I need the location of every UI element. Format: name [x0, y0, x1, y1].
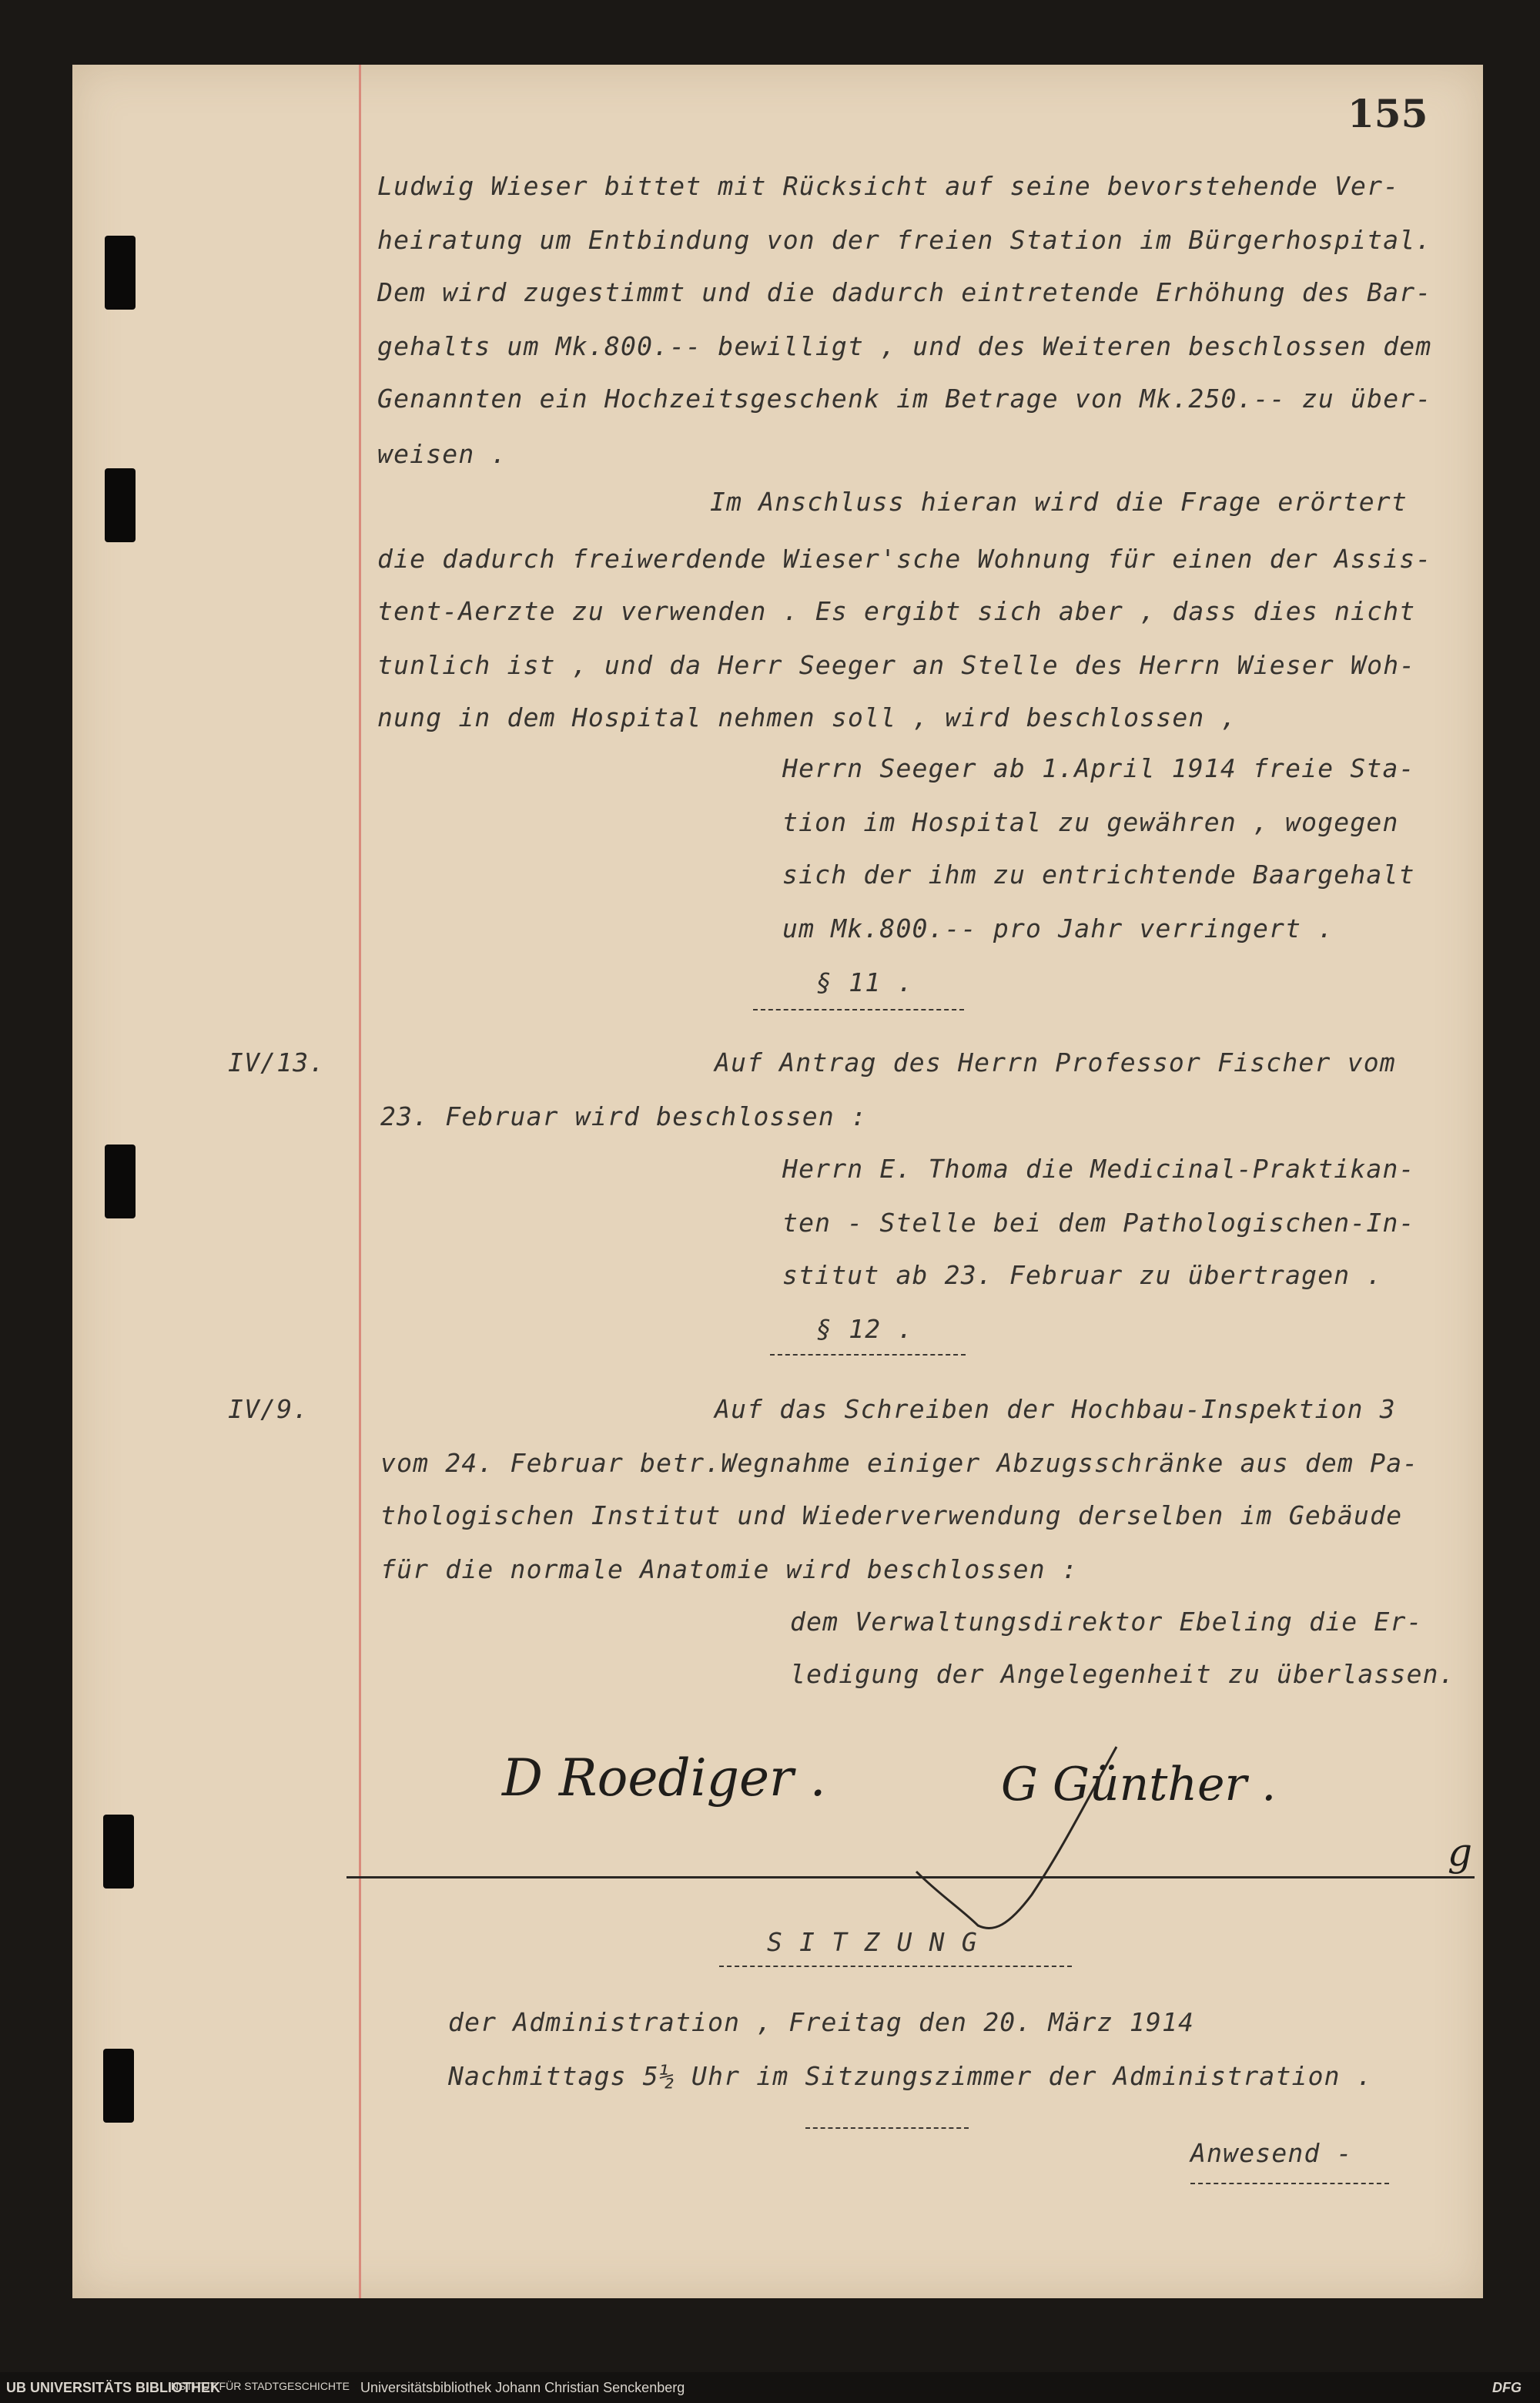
text-line: für die normale Anatomie wird beschlossen :: [380, 1554, 1078, 1584]
binding-hole: [105, 1145, 136, 1218]
text-line: Im Anschluss hieran wird die Frage erörtert: [710, 487, 1408, 517]
text-line: um Mk.800.-- pro Jahr verringert .: [782, 913, 1334, 943]
attendance-underline: [1190, 2183, 1389, 2184]
text-line: Herrn E. Thoma die Medicinal-Praktikan-: [782, 1154, 1415, 1184]
text-line: ten - Stelle bei dem Pathologischen-In-: [782, 1208, 1415, 1238]
institute-logo: INSTITUT FÜR STADTGESCHICHTE: [168, 2380, 350, 2392]
section-separator: [805, 2127, 969, 2129]
text-line: tent-Aerzte zu verwenden . Es ergibt sich aber , dass dies nicht: [377, 596, 1416, 626]
text-line: § 11 .: [816, 967, 914, 997]
text-line: heiratung um Entbindung von der freien Station im Bürgerhospital.: [377, 225, 1432, 255]
text-line: weisen .: [377, 439, 507, 469]
signature-stroke: [909, 1741, 1140, 1949]
text-line: IV/9.: [228, 1394, 310, 1424]
text-line: die dadurch freiwerdende Wieser'sche Wohnung für einen der Assis-: [377, 544, 1432, 574]
text-line: stitut ab 23. Februar zu übertragen .: [782, 1260, 1383, 1290]
binding-hole: [103, 1815, 134, 1889]
text-line: Auf Antrag des Herrn Professor Fischer vom: [715, 1047, 1396, 1077]
text-line: ledigung der Angelegenheit zu überlassen.: [790, 1659, 1455, 1689]
text-line: IV/13.: [228, 1047, 326, 1077]
text-line: Auf das Schreiben der Hochbau-Inspektion 3: [715, 1394, 1396, 1424]
text-line: tion im Hospital zu gewähren , wogegen: [782, 807, 1399, 837]
text-line: sich der ihm zu entrichtende Baargehalt: [782, 860, 1415, 890]
text-line: der Administration , Freitag den 20. März 1914: [448, 2007, 1195, 2037]
text-line: Nachmittags 5½ Uhr im Sitzungszimmer der Administration .: [448, 2061, 1373, 2091]
text-line: dem Verwaltungsdirektor Ebeling die Er-: [790, 1607, 1423, 1637]
margin-rule: [359, 65, 361, 2298]
dfg-logo: DFG: [1492, 2380, 1522, 2395]
binding-hole: [103, 2049, 134, 2123]
text-line: Herrn Seeger ab 1.April 1914 freie Sta-: [782, 753, 1415, 783]
text-line: Ludwig Wieser bittet mit Rücksicht auf seine bevorstehende Ver-: [377, 171, 1400, 201]
text-line: vom 24. Februar betr.Wegnahme einiger Abzugsschränke aus dem Pa-: [380, 1448, 1419, 1478]
page-number: 155: [1348, 91, 1428, 136]
binding-hole: [105, 468, 136, 542]
library-name: Universitätsbibliothek Johann Christian Senckenberg: [360, 2380, 685, 2395]
text-line: tunlich ist , und da Herr Seeger an Stelle des Herrn Wieser Woh-: [377, 650, 1416, 680]
ub-logo: UB UNIVERSITÄTS BIBLIOTHEK: [6, 2380, 221, 2395]
paraph: g: [1448, 1830, 1473, 1875]
text-line: Dem wird zugestimmt und die dadurch eintretende Erhöhung des Bar-: [377, 277, 1432, 307]
text-line: thologischen Institut und Wiederverwendung derselben im Gebäude: [380, 1500, 1403, 1530]
text-line: S I T Z U N G: [767, 1927, 978, 1957]
archive-footer: [0, 2372, 1540, 2403]
section-separator: [753, 1009, 964, 1010]
text-line: nung in dem Hospital nehmen soll , wird beschlossen ,: [377, 702, 1237, 732]
text-line: Anwesend -: [1190, 2138, 1353, 2168]
title-underline: [719, 1966, 1072, 1967]
binding-hole: [105, 236, 136, 310]
section-separator: [770, 1354, 966, 1356]
text-line: 23. Februar wird beschlossen :: [380, 1101, 868, 1131]
signature-roediger: D Roediger .: [502, 1748, 826, 1808]
text-line: § 12 .: [816, 1314, 914, 1344]
session-divider: [346, 1876, 1475, 1878]
signature-guenther: G Günther .: [1001, 1758, 1277, 1811]
text-line: Genannten ein Hochzeitsgeschenk im Betrage von Mk.250.-- zu über-: [377, 384, 1432, 414]
text-line: gehalts um Mk.800.-- bewilligt , und des Weiteren beschlossen dem: [377, 331, 1432, 361]
